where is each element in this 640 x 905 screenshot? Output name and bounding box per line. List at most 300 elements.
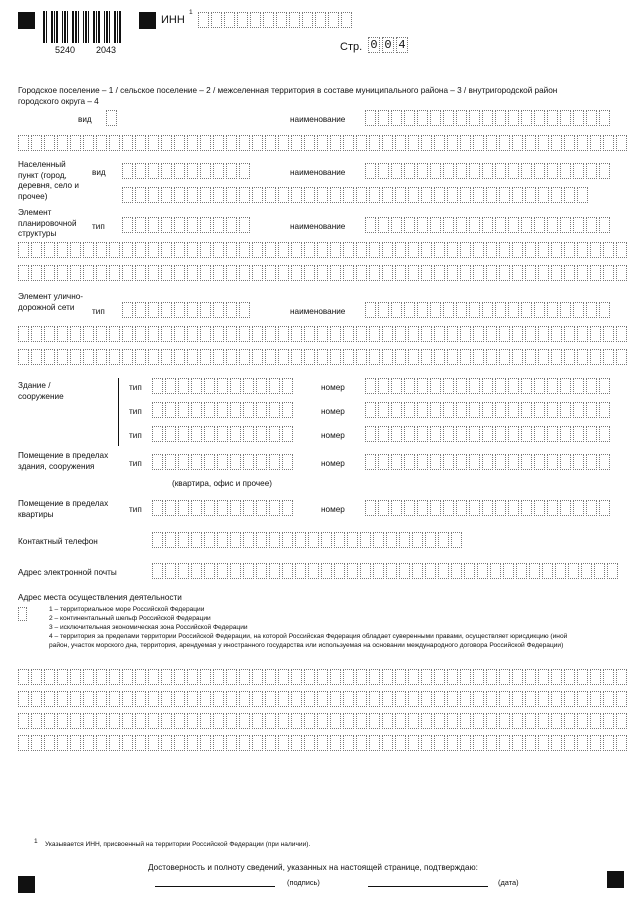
- input-cell[interactable]: [226, 217, 237, 233]
- input-cell[interactable]: [573, 163, 584, 179]
- input-cell[interactable]: [473, 713, 484, 729]
- input-cell[interactable]: [482, 163, 493, 179]
- input-cell[interactable]: [382, 242, 393, 258]
- input-cell[interactable]: [590, 265, 601, 281]
- input-cell[interactable]: [265, 265, 276, 281]
- input-cell[interactable]: [525, 135, 536, 151]
- input-cell[interactable]: [343, 691, 354, 707]
- locality-name-field[interactable]: [365, 163, 610, 179]
- input-cell[interactable]: [330, 187, 341, 203]
- input-cell[interactable]: [495, 402, 506, 418]
- input-cell[interactable]: [174, 713, 185, 729]
- input-cell[interactable]: [365, 302, 376, 318]
- input-cell[interactable]: [106, 110, 117, 126]
- input-cell[interactable]: [451, 563, 462, 579]
- input-cell[interactable]: [369, 349, 380, 365]
- input-cell[interactable]: [148, 265, 159, 281]
- input-cell[interactable]: [83, 713, 94, 729]
- input-cell[interactable]: [187, 691, 198, 707]
- input-cell[interactable]: [369, 669, 380, 685]
- input-cell[interactable]: [70, 349, 81, 365]
- input-cell[interactable]: [365, 378, 376, 394]
- input-cell[interactable]: [382, 669, 393, 685]
- input-cell[interactable]: [109, 691, 120, 707]
- input-cell[interactable]: [547, 402, 558, 418]
- input-cell[interactable]: [204, 532, 215, 548]
- input-cell[interactable]: [482, 110, 493, 126]
- input-cell[interactable]: [369, 265, 380, 281]
- input-cell[interactable]: [213, 713, 224, 729]
- input-cell[interactable]: [430, 302, 441, 318]
- input-cell[interactable]: [486, 265, 497, 281]
- input-cell[interactable]: [152, 563, 163, 579]
- input-cell[interactable]: [525, 713, 536, 729]
- input-cell[interactable]: [607, 563, 618, 579]
- input-cell[interactable]: [469, 378, 480, 394]
- input-cell[interactable]: [421, 265, 432, 281]
- input-cell[interactable]: [252, 135, 263, 151]
- input-cell[interactable]: [230, 426, 241, 442]
- input-cell[interactable]: [317, 135, 328, 151]
- input-cell[interactable]: [447, 349, 458, 365]
- input-cell[interactable]: [564, 669, 575, 685]
- input-cell[interactable]: [122, 217, 133, 233]
- input-cell[interactable]: [443, 217, 454, 233]
- input-cell[interactable]: [499, 265, 510, 281]
- input-cell[interactable]: [18, 135, 29, 151]
- input-cell[interactable]: [174, 735, 185, 751]
- input-cell[interactable]: [373, 532, 384, 548]
- input-cell[interactable]: [499, 669, 510, 685]
- input-cell[interactable]: [70, 713, 81, 729]
- input-cell[interactable]: [382, 135, 393, 151]
- input-cell[interactable]: [224, 12, 235, 28]
- input-cell[interactable]: [148, 691, 159, 707]
- input-cell[interactable]: [152, 378, 163, 394]
- input-cell[interactable]: [395, 735, 406, 751]
- input-cell[interactable]: [187, 735, 198, 751]
- input-cell[interactable]: [447, 265, 458, 281]
- input-cell[interactable]: [438, 532, 449, 548]
- input-cell[interactable]: [347, 563, 358, 579]
- input-cell[interactable]: [551, 326, 562, 342]
- input-cell[interactable]: [547, 426, 558, 442]
- input-cell[interactable]: [369, 735, 380, 751]
- input-cell[interactable]: [512, 326, 523, 342]
- input-cell[interactable]: [317, 326, 328, 342]
- input-cell[interactable]: [330, 713, 341, 729]
- input-cell[interactable]: [490, 563, 501, 579]
- input-cell[interactable]: [482, 402, 493, 418]
- input-cell[interactable]: [590, 691, 601, 707]
- input-cell[interactable]: [308, 532, 319, 548]
- input-cell[interactable]: [226, 349, 237, 365]
- input-cell[interactable]: [473, 735, 484, 751]
- input-cell[interactable]: [226, 187, 237, 203]
- building-type-field-3[interactable]: [152, 426, 293, 442]
- input-cell[interactable]: [265, 691, 276, 707]
- input-cell[interactable]: [152, 500, 163, 516]
- input-cell[interactable]: [256, 426, 267, 442]
- input-cell[interactable]: [174, 349, 185, 365]
- input-cell[interactable]: [486, 135, 497, 151]
- input-cell[interactable]: [356, 242, 367, 258]
- street-name-field-row3[interactable]: [18, 349, 627, 365]
- input-cell[interactable]: [165, 378, 176, 394]
- input-cell[interactable]: [473, 135, 484, 151]
- input-cell[interactable]: [265, 135, 276, 151]
- input-cell[interactable]: [408, 187, 419, 203]
- input-cell[interactable]: [603, 265, 614, 281]
- input-cell[interactable]: [330, 242, 341, 258]
- input-cell[interactable]: [434, 242, 445, 258]
- input-cell[interactable]: [456, 500, 467, 516]
- input-cell[interactable]: [230, 378, 241, 394]
- input-cell[interactable]: [187, 265, 198, 281]
- input-cell[interactable]: [109, 713, 120, 729]
- input-cell[interactable]: [317, 349, 328, 365]
- input-cell[interactable]: [486, 735, 497, 751]
- input-cell[interactable]: [278, 187, 289, 203]
- input-cell[interactable]: [200, 735, 211, 751]
- input-cell[interactable]: [447, 242, 458, 258]
- input-cell[interactable]: [538, 349, 549, 365]
- input-cell[interactable]: [590, 326, 601, 342]
- input-cell[interactable]: [243, 532, 254, 548]
- input-cell[interactable]: [573, 500, 584, 516]
- input-cell[interactable]: [529, 563, 540, 579]
- input-cell[interactable]: [508, 500, 519, 516]
- input-cell[interactable]: [265, 669, 276, 685]
- phone-field[interactable]: [152, 532, 462, 548]
- input-cell[interactable]: [213, 265, 224, 281]
- activity-address-field-row1[interactable]: [18, 669, 627, 685]
- input-cell[interactable]: [586, 500, 597, 516]
- input-cell[interactable]: [599, 500, 610, 516]
- input-cell[interactable]: [434, 691, 445, 707]
- input-cell[interactable]: [204, 378, 215, 394]
- input-cell[interactable]: [603, 135, 614, 151]
- input-cell[interactable]: [408, 691, 419, 707]
- input-cell[interactable]: [382, 326, 393, 342]
- input-cell[interactable]: [447, 187, 458, 203]
- input-cell[interactable]: [447, 691, 458, 707]
- input-cell[interactable]: [213, 691, 224, 707]
- input-cell[interactable]: [343, 713, 354, 729]
- input-cell[interactable]: [83, 326, 94, 342]
- input-cell[interactable]: [191, 378, 202, 394]
- input-cell[interactable]: [473, 265, 484, 281]
- input-cell[interactable]: [512, 735, 523, 751]
- input-cell[interactable]: [395, 265, 406, 281]
- input-cell[interactable]: [161, 349, 172, 365]
- input-cell[interactable]: [269, 563, 280, 579]
- input-cell[interactable]: [96, 691, 107, 707]
- input-cell[interactable]: [109, 669, 120, 685]
- input-cell[interactable]: [265, 349, 276, 365]
- input-cell[interactable]: [165, 426, 176, 442]
- input-cell[interactable]: [369, 691, 380, 707]
- input-cell[interactable]: [460, 713, 471, 729]
- input-cell[interactable]: [456, 110, 467, 126]
- input-cell[interactable]: [187, 135, 198, 151]
- input-cell[interactable]: [135, 265, 146, 281]
- input-cell[interactable]: [538, 187, 549, 203]
- input-cell[interactable]: [291, 349, 302, 365]
- input-cell[interactable]: [460, 349, 471, 365]
- input-cell[interactable]: [473, 349, 484, 365]
- input-cell[interactable]: [161, 669, 172, 685]
- input-cell[interactable]: [573, 454, 584, 470]
- input-cell[interactable]: [152, 454, 163, 470]
- input-cell[interactable]: [243, 563, 254, 579]
- input-cell[interactable]: [482, 302, 493, 318]
- input-cell[interactable]: [239, 669, 250, 685]
- input-cell[interactable]: [499, 691, 510, 707]
- input-cell[interactable]: [430, 402, 441, 418]
- input-cell[interactable]: [482, 426, 493, 442]
- input-cell[interactable]: [391, 302, 402, 318]
- settlement-vid-field[interactable]: [106, 110, 117, 126]
- input-cell[interactable]: [599, 217, 610, 233]
- locality-vid-field[interactable]: [122, 163, 250, 179]
- input-cell[interactable]: [239, 302, 250, 318]
- input-cell[interactable]: [382, 713, 393, 729]
- input-cell[interactable]: [282, 402, 293, 418]
- input-cell[interactable]: [456, 163, 467, 179]
- input-cell[interactable]: [521, 163, 532, 179]
- input-cell[interactable]: [456, 426, 467, 442]
- input-cell[interactable]: [135, 669, 146, 685]
- input-cell[interactable]: [57, 326, 68, 342]
- input-cell[interactable]: [178, 532, 189, 548]
- input-cell[interactable]: [70, 669, 81, 685]
- input-cell[interactable]: [434, 713, 445, 729]
- input-cell[interactable]: [161, 187, 172, 203]
- input-cell[interactable]: [96, 265, 107, 281]
- input-cell[interactable]: [317, 735, 328, 751]
- input-cell[interactable]: [211, 12, 222, 28]
- input-cell[interactable]: [560, 426, 571, 442]
- input-cell[interactable]: [603, 242, 614, 258]
- input-cell[interactable]: [495, 378, 506, 394]
- input-cell[interactable]: [404, 378, 415, 394]
- input-cell[interactable]: [586, 110, 597, 126]
- input-cell[interactable]: [421, 669, 432, 685]
- input-cell[interactable]: [213, 669, 224, 685]
- input-cell[interactable]: [616, 265, 627, 281]
- input-cell[interactable]: [564, 135, 575, 151]
- input-cell[interactable]: [586, 426, 597, 442]
- input-cell[interactable]: [282, 378, 293, 394]
- input-cell[interactable]: [178, 454, 189, 470]
- input-cell[interactable]: [200, 163, 211, 179]
- premises-apartment-number-field[interactable]: [365, 500, 610, 516]
- email-field[interactable]: [152, 563, 618, 579]
- input-cell[interactable]: [109, 242, 120, 258]
- input-cell[interactable]: [473, 326, 484, 342]
- input-cell[interactable]: [590, 349, 601, 365]
- input-cell[interactable]: [239, 349, 250, 365]
- input-cell[interactable]: [96, 349, 107, 365]
- input-cell[interactable]: [187, 217, 198, 233]
- input-cell[interactable]: [356, 265, 367, 281]
- input-cell[interactable]: [226, 713, 237, 729]
- input-cell[interactable]: [152, 532, 163, 548]
- input-cell[interactable]: [382, 735, 393, 751]
- premises-building-type-field[interactable]: [152, 454, 293, 470]
- input-cell[interactable]: [521, 302, 532, 318]
- input-cell[interactable]: [278, 691, 289, 707]
- input-cell[interactable]: [269, 500, 280, 516]
- input-cell[interactable]: [330, 265, 341, 281]
- input-cell[interactable]: [460, 265, 471, 281]
- input-cell[interactable]: [616, 713, 627, 729]
- input-cell[interactable]: [96, 135, 107, 151]
- input-cell[interactable]: [135, 691, 146, 707]
- input-cell[interactable]: [217, 426, 228, 442]
- input-cell[interactable]: [408, 713, 419, 729]
- input-cell[interactable]: [599, 378, 610, 394]
- input-cell[interactable]: [486, 242, 497, 258]
- input-cell[interactable]: [521, 426, 532, 442]
- input-cell[interactable]: [417, 402, 428, 418]
- input-cell[interactable]: [534, 500, 545, 516]
- input-cell[interactable]: [243, 500, 254, 516]
- input-cell[interactable]: [18, 265, 29, 281]
- input-cell[interactable]: [57, 265, 68, 281]
- input-cell[interactable]: [269, 454, 280, 470]
- input-cell[interactable]: [534, 110, 545, 126]
- input-cell[interactable]: [213, 326, 224, 342]
- input-cell[interactable]: [573, 378, 584, 394]
- input-cell[interactable]: [304, 265, 315, 281]
- input-cell[interactable]: [391, 500, 402, 516]
- input-cell[interactable]: [213, 187, 224, 203]
- input-cell[interactable]: [499, 713, 510, 729]
- input-cell[interactable]: [304, 713, 315, 729]
- input-cell[interactable]: [304, 326, 315, 342]
- input-cell[interactable]: [330, 135, 341, 151]
- input-cell[interactable]: [282, 532, 293, 548]
- input-cell[interactable]: [57, 713, 68, 729]
- input-cell[interactable]: [239, 242, 250, 258]
- input-cell[interactable]: [538, 691, 549, 707]
- input-cell[interactable]: [521, 110, 532, 126]
- input-cell[interactable]: [443, 302, 454, 318]
- input-cell[interactable]: [31, 349, 42, 365]
- input-cell[interactable]: [122, 135, 133, 151]
- input-cell[interactable]: [538, 713, 549, 729]
- input-cell[interactable]: [70, 242, 81, 258]
- input-cell[interactable]: [256, 500, 267, 516]
- input-cell[interactable]: [417, 163, 428, 179]
- input-cell[interactable]: [469, 163, 480, 179]
- input-cell[interactable]: [443, 110, 454, 126]
- input-cell[interactable]: [44, 135, 55, 151]
- input-cell[interactable]: [256, 378, 267, 394]
- input-cell[interactable]: [265, 713, 276, 729]
- input-cell[interactable]: [135, 349, 146, 365]
- input-cell[interactable]: [568, 563, 579, 579]
- input-cell[interactable]: [616, 349, 627, 365]
- input-cell[interactable]: [434, 326, 445, 342]
- input-cell[interactable]: [347, 532, 358, 548]
- input-cell[interactable]: [295, 563, 306, 579]
- input-cell[interactable]: [230, 402, 241, 418]
- input-cell[interactable]: [217, 378, 228, 394]
- input-cell[interactable]: [512, 669, 523, 685]
- input-cell[interactable]: [304, 669, 315, 685]
- input-cell[interactable]: [486, 187, 497, 203]
- input-cell[interactable]: [443, 500, 454, 516]
- input-cell[interactable]: [96, 242, 107, 258]
- input-cell[interactable]: [44, 265, 55, 281]
- input-cell[interactable]: [109, 735, 120, 751]
- street-name-field-row2[interactable]: [18, 326, 627, 342]
- input-cell[interactable]: [555, 563, 566, 579]
- input-cell[interactable]: [421, 326, 432, 342]
- input-cell[interactable]: [456, 454, 467, 470]
- input-cell[interactable]: [321, 563, 332, 579]
- input-cell[interactable]: [356, 326, 367, 342]
- input-cell[interactable]: [599, 454, 610, 470]
- input-cell[interactable]: [616, 326, 627, 342]
- input-cell[interactable]: [586, 163, 597, 179]
- input-cell[interactable]: [243, 402, 254, 418]
- input-cell[interactable]: [495, 110, 506, 126]
- input-cell[interactable]: [83, 691, 94, 707]
- input-cell[interactable]: [165, 500, 176, 516]
- input-cell[interactable]: [334, 532, 345, 548]
- input-cell[interactable]: [200, 713, 211, 729]
- input-cell[interactable]: [57, 691, 68, 707]
- input-cell[interactable]: [577, 326, 588, 342]
- input-cell[interactable]: [421, 349, 432, 365]
- input-cell[interactable]: [187, 163, 198, 179]
- input-cell[interactable]: [161, 163, 172, 179]
- input-cell[interactable]: [304, 242, 315, 258]
- input-cell[interactable]: [18, 349, 29, 365]
- input-cell[interactable]: [165, 402, 176, 418]
- input-cell[interactable]: [252, 242, 263, 258]
- input-cell[interactable]: [122, 735, 133, 751]
- input-cell[interactable]: [343, 187, 354, 203]
- input-cell[interactable]: [356, 135, 367, 151]
- input-cell[interactable]: [521, 217, 532, 233]
- input-cell[interactable]: [447, 735, 458, 751]
- building-number-field-2[interactable]: [365, 402, 610, 418]
- input-cell[interactable]: [278, 735, 289, 751]
- input-cell[interactable]: [18, 735, 29, 751]
- input-cell[interactable]: [187, 326, 198, 342]
- input-cell[interactable]: [508, 402, 519, 418]
- input-cell[interactable]: [31, 735, 42, 751]
- input-cell[interactable]: [408, 349, 419, 365]
- input-cell[interactable]: [70, 135, 81, 151]
- input-cell[interactable]: [594, 563, 605, 579]
- input-cell[interactable]: [551, 187, 562, 203]
- input-cell[interactable]: [161, 326, 172, 342]
- input-cell[interactable]: [560, 217, 571, 233]
- input-cell[interactable]: [534, 454, 545, 470]
- input-cell[interactable]: [243, 454, 254, 470]
- input-cell[interactable]: [57, 349, 68, 365]
- input-cell[interactable]: [161, 135, 172, 151]
- input-cell[interactable]: [161, 265, 172, 281]
- input-cell[interactable]: [499, 187, 510, 203]
- input-cell[interactable]: [365, 110, 376, 126]
